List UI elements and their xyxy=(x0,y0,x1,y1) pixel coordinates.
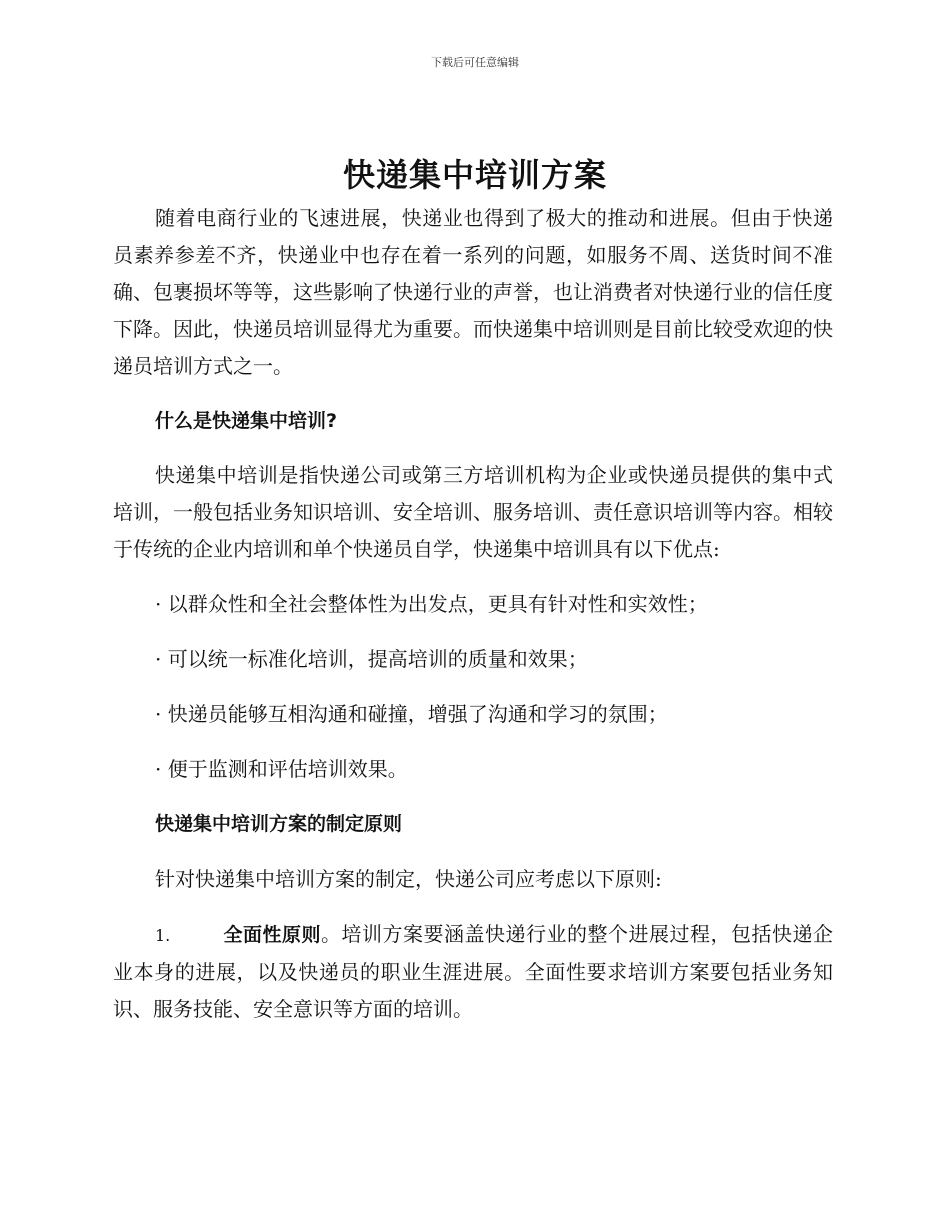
item-text: 。培训方案要涵盖快递行业的整个进展过程，包括快递企业本身的进展，以及快递员的职业生涯进展。全面性要求培训方案要包括业务知识、服务技能、安全意识等方面的培训。 xyxy=(113,922,833,1021)
document-body xyxy=(113,200,833,1028)
numbered-item xyxy=(113,916,833,1028)
page-header-note: 下载后可任意编辑 xyxy=(431,56,519,69)
bullet-item: · 以群众性和全社会整体性为出发点，更具有针对性和实效性； xyxy=(155,592,708,616)
bullet-item: · 快递员能够互相沟通和碰撞，增强了沟通和学习的氛围； xyxy=(155,702,668,726)
document-title: 快递集中培训方案 xyxy=(342,156,607,194)
section-heading-principles: 快递集中培训方案的制定原则 xyxy=(155,813,403,835)
section2-paragraph: 针对快递集中培训方案的制定，快递公司应考虑以下原则: xyxy=(155,867,662,891)
section1-paragraph: 快递集中培训是指快递公司或第三方培训机构为企业或快递员提供的集中式培训，一般包括业务知识培训、安全培训、服务培训、责任意识培训等内容。相较于传统的企业内培训和单个快递员自学，快递集中培训具有以下优点: xyxy=(113,463,833,561)
bullet-item: · 便于监测和评估培训效果。 xyxy=(155,757,408,781)
bullet-item: · 可以统一标准化培训，提高培训的质量和效果； xyxy=(155,647,588,671)
section-heading-what-is: 什么是快递集中培训? xyxy=(155,410,338,432)
item-number: 1. xyxy=(155,926,171,945)
intro-paragraph: 随着电商行业的飞速进展，快递业也得到了极大的推动和进展。但由于快递员素养参差不齐，快递业中也存在着一系列的问题，如服务不周、送货时间不准确、包裹损坏等等，这些影响了快递行业的声誉，也让消费者对快递行业的信任度下降。因此，快递员培训显得尤为重要。而快递集中培训则是目前比较受欢迎的快递员培训方式之一。 xyxy=(113,206,833,378)
item-title: 全面性原则 xyxy=(223,924,321,946)
